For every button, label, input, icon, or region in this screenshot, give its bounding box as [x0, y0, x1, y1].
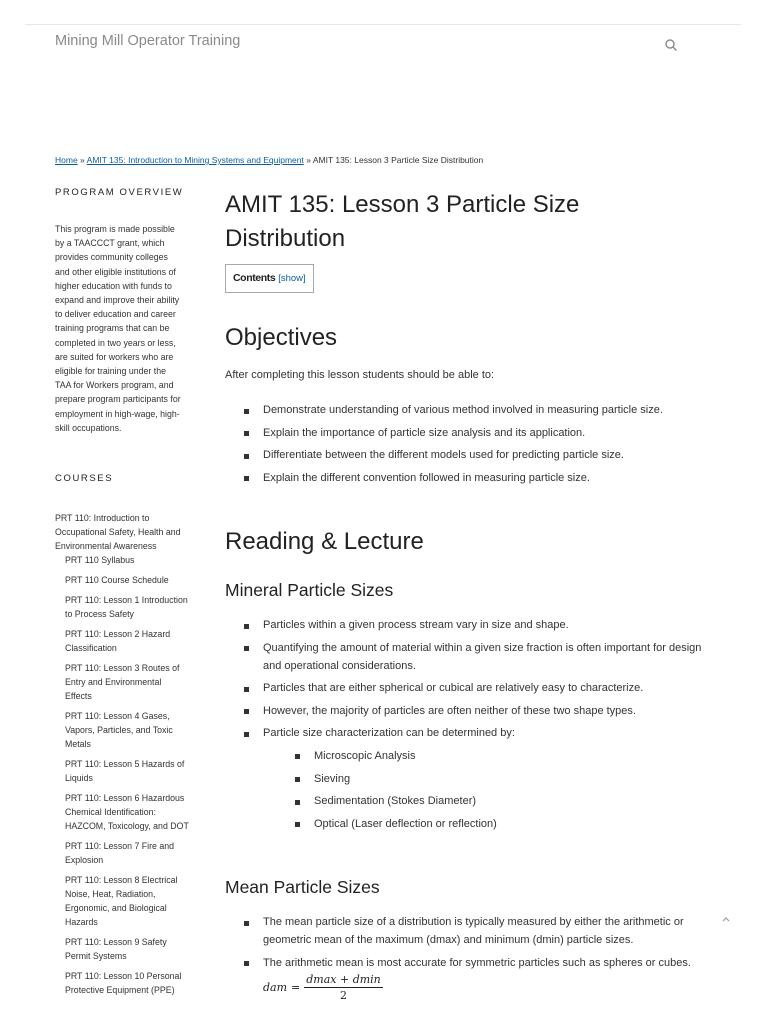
course-link-line: Environmental Awareness — [55, 541, 157, 551]
main-content — [225, 188, 705, 1002]
course-sub-item-line: Vapors, Particles, and Toxic — [65, 725, 173, 735]
objective-item: Explain the different convention followed in measuring particle size. — [225, 470, 705, 488]
course-sub-item-line: Classification — [65, 643, 117, 653]
course-sub-item-link[interactable] — [65, 573, 195, 587]
method-item: Microscopic Analysis — [225, 748, 705, 766]
mineral-item: Quantifying the amount of material within a given size fraction is often important for design and operational considerations. — [225, 640, 705, 675]
mineral-item: Particle size characterization can be determined by: — [225, 725, 705, 743]
course-sub-item-line: PRT 110: Lesson 6 Hazardous — [65, 793, 185, 803]
course-sub-item-line: Explosion — [65, 855, 104, 865]
course-sub-item-line: PRT 110: Lesson 2 Hazard — [65, 629, 171, 639]
course-link-line: PRT 110: Introduction to — [55, 513, 150, 523]
mineral-item: Particles within a given process stream vary in size and shape. — [225, 617, 705, 635]
course-sub-item-line: Protective Equipment (PPE) — [65, 985, 175, 995]
formula-fraction — [304, 973, 383, 1002]
course-sub-item-line: PRT 110: Lesson 8 Electrical — [65, 875, 178, 885]
course-sub-item-link[interactable] — [65, 935, 195, 963]
breadcrumb-home-link[interactable]: Home — [55, 155, 78, 165]
program-overview-title: PROGRAM OVERVIEW — [55, 187, 184, 198]
breadcrumb-separator: » — [77, 155, 87, 165]
method-item: Sedimentation (Stokes Diameter) — [225, 793, 705, 811]
objectives-intro: After completing this lesson students should be able to: — [225, 369, 495, 381]
program-overview-line: to deliver education and career — [55, 309, 176, 320]
program-overview-line: employment in high-wage, high- — [55, 408, 180, 419]
course-sub-item-line: Ergonomic, and Biological — [65, 903, 167, 913]
mean-list — [225, 914, 705, 972]
program-overview-line: eligible for training under the — [55, 366, 167, 377]
course-sub-item-link[interactable] — [65, 969, 195, 997]
formula-denominator: 2 — [340, 989, 348, 1003]
course-sub-item-link[interactable] — [65, 553, 195, 567]
course-sub-item-link[interactable] — [65, 593, 195, 621]
program-overview-line: and other eligible institutions of — [55, 266, 176, 277]
course-sub-item-link[interactable] — [65, 839, 195, 867]
course-sub-item-line: PRT 110 Syllabus — [65, 555, 135, 565]
objective-item: Differentiate between the different models used for predicting particle size. — [225, 447, 705, 465]
mineral-item: Particles that are either spherical or cubical are relatively easy to characterize. — [225, 680, 705, 698]
mineral-list — [225, 617, 705, 743]
course-sub-item-link[interactable] — [65, 873, 195, 929]
course-sub-item-line: PRT 110: Lesson 3 Routes of — [65, 663, 180, 673]
course-sub-item-line: PRT 110: Lesson 5 Hazards of — [65, 759, 185, 769]
course-sub-item-line: Metals — [65, 739, 91, 749]
course-sub-item-link[interactable] — [65, 627, 195, 655]
program-overview-line: by a TAACCCT grant, which — [55, 238, 165, 249]
mineral-item: However, the majority of particles are often neither of these two shape types. — [225, 703, 705, 721]
program-overview-line: are suited for workers who are — [55, 351, 174, 362]
methods-list — [225, 748, 705, 833]
toc-label: Contents — [233, 272, 276, 284]
course-sub-item-line: PRT 110: Lesson 9 Safety — [65, 937, 167, 947]
course-link-prt110[interactable] — [55, 511, 195, 553]
formula-equals: = — [291, 981, 301, 995]
method-item: Sieving — [225, 771, 705, 789]
course-sub-item-line: Permit Systems — [65, 951, 127, 961]
formula-lhs: dam — [263, 981, 288, 995]
course-sub-item-line: PRT 110: Lesson 10 Personal — [65, 971, 182, 981]
course-sub-item-line: to Process Safety — [65, 609, 134, 619]
method-item: Optical (Laser deflection or reflection) — [225, 816, 705, 834]
course-sub-item-line: Entry and Environmental — [65, 677, 162, 687]
page-title: AMIT 135: Lesson 3 Particle Size Distribution — [225, 191, 580, 252]
program-overview-line: provides community colleges — [55, 252, 168, 263]
search-icon[interactable] — [664, 38, 678, 52]
program-overview-line: completed in two years or less, — [55, 337, 176, 348]
courses-title: COURSES — [55, 473, 114, 484]
program-overview-line: expand and improve their ability — [55, 295, 180, 306]
header-divider — [25, 24, 741, 25]
course-sub-items — [55, 553, 195, 997]
program-overview-line: higher education with funds to — [55, 280, 172, 291]
table-of-contents — [225, 264, 314, 293]
mean-particle-sizes-heading: Mean Particle Sizes — [225, 877, 380, 898]
program-overview-line: prepare program participants for — [55, 394, 181, 405]
mean-item: The arithmetic mean is most accurate for symmetric particles such as spheres or cubes. — [225, 955, 705, 973]
breadcrumb-parent-link[interactable]: AMIT 135: Introduction to Mining Systems and Equipment — [86, 155, 304, 165]
course-sub-item-line: HAZCOM, Toxicology, and DOT — [65, 821, 189, 831]
courses-list — [55, 511, 195, 997]
program-overview-line: TAA for Workers program, and — [55, 380, 174, 391]
course-sub-item-link[interactable] — [65, 791, 195, 833]
program-overview-line: This program is made possible — [55, 224, 175, 234]
mineral-particle-sizes-heading: Mineral Particle Sizes — [225, 580, 394, 601]
course-sub-item-link[interactable] — [65, 709, 195, 751]
course-sub-item-line: PRT 110: Lesson 1 Introduction — [65, 595, 188, 605]
objective-item: Explain the importance of particle size analysis and its application. — [225, 425, 705, 443]
objectives-list — [225, 402, 705, 487]
course-sub-item-line: PRT 110 Course Schedule — [65, 575, 169, 585]
course-sub-item-line: PRT 110: Lesson 4 Gases, — [65, 711, 170, 721]
course-sub-item-line: Chemical Identification: — [65, 807, 156, 817]
course-sub-item-line: Effects — [65, 691, 92, 701]
reading-lecture-heading: Reading & Lecture — [225, 528, 424, 556]
breadcrumb-separator: » — [303, 155, 313, 165]
course-sub-item-line: Hazards — [65, 917, 98, 927]
chevron-up-icon[interactable] — [720, 914, 732, 926]
objective-item: Demonstrate understanding of various method involved in measuring particle size. — [225, 402, 705, 420]
course-sub-item-line: Liquids — [65, 773, 93, 783]
program-overview-line: training programs that can be — [55, 323, 170, 334]
mean-item: The mean particle size of a distribution is typically measured by either the arithmetic or geometric mean of the maximum (dmax) and minimum (dmin) particle sizes. — [225, 914, 705, 949]
site-title[interactable]: Mining Mill Operator Training — [55, 33, 241, 49]
course-sub-item-link[interactable] — [65, 757, 195, 785]
objectives-heading: Objectives — [225, 324, 338, 351]
course-sub-item-line: PRT 110: Lesson 7 Fire and — [65, 841, 175, 851]
toc-show-toggle[interactable]: [show] — [278, 273, 306, 284]
course-sub-item-link[interactable] — [65, 661, 195, 703]
formula-numerator: dmax + dmin — [306, 973, 381, 987]
course-sub-item-line: Noise, Heat, Radiation, — [65, 889, 156, 899]
breadcrumb-current: AMIT 135: Lesson 3 Particle Size Distribution — [312, 155, 484, 165]
breadcrumb — [55, 155, 483, 165]
sidebar — [55, 187, 195, 995]
program-overview-text — [55, 222, 195, 435]
course-link-line: Occupational Safety, Health and — [55, 527, 181, 537]
program-overview-line: skill occupations. — [55, 422, 122, 433]
arithmetic-mean-formula — [263, 973, 705, 1002]
